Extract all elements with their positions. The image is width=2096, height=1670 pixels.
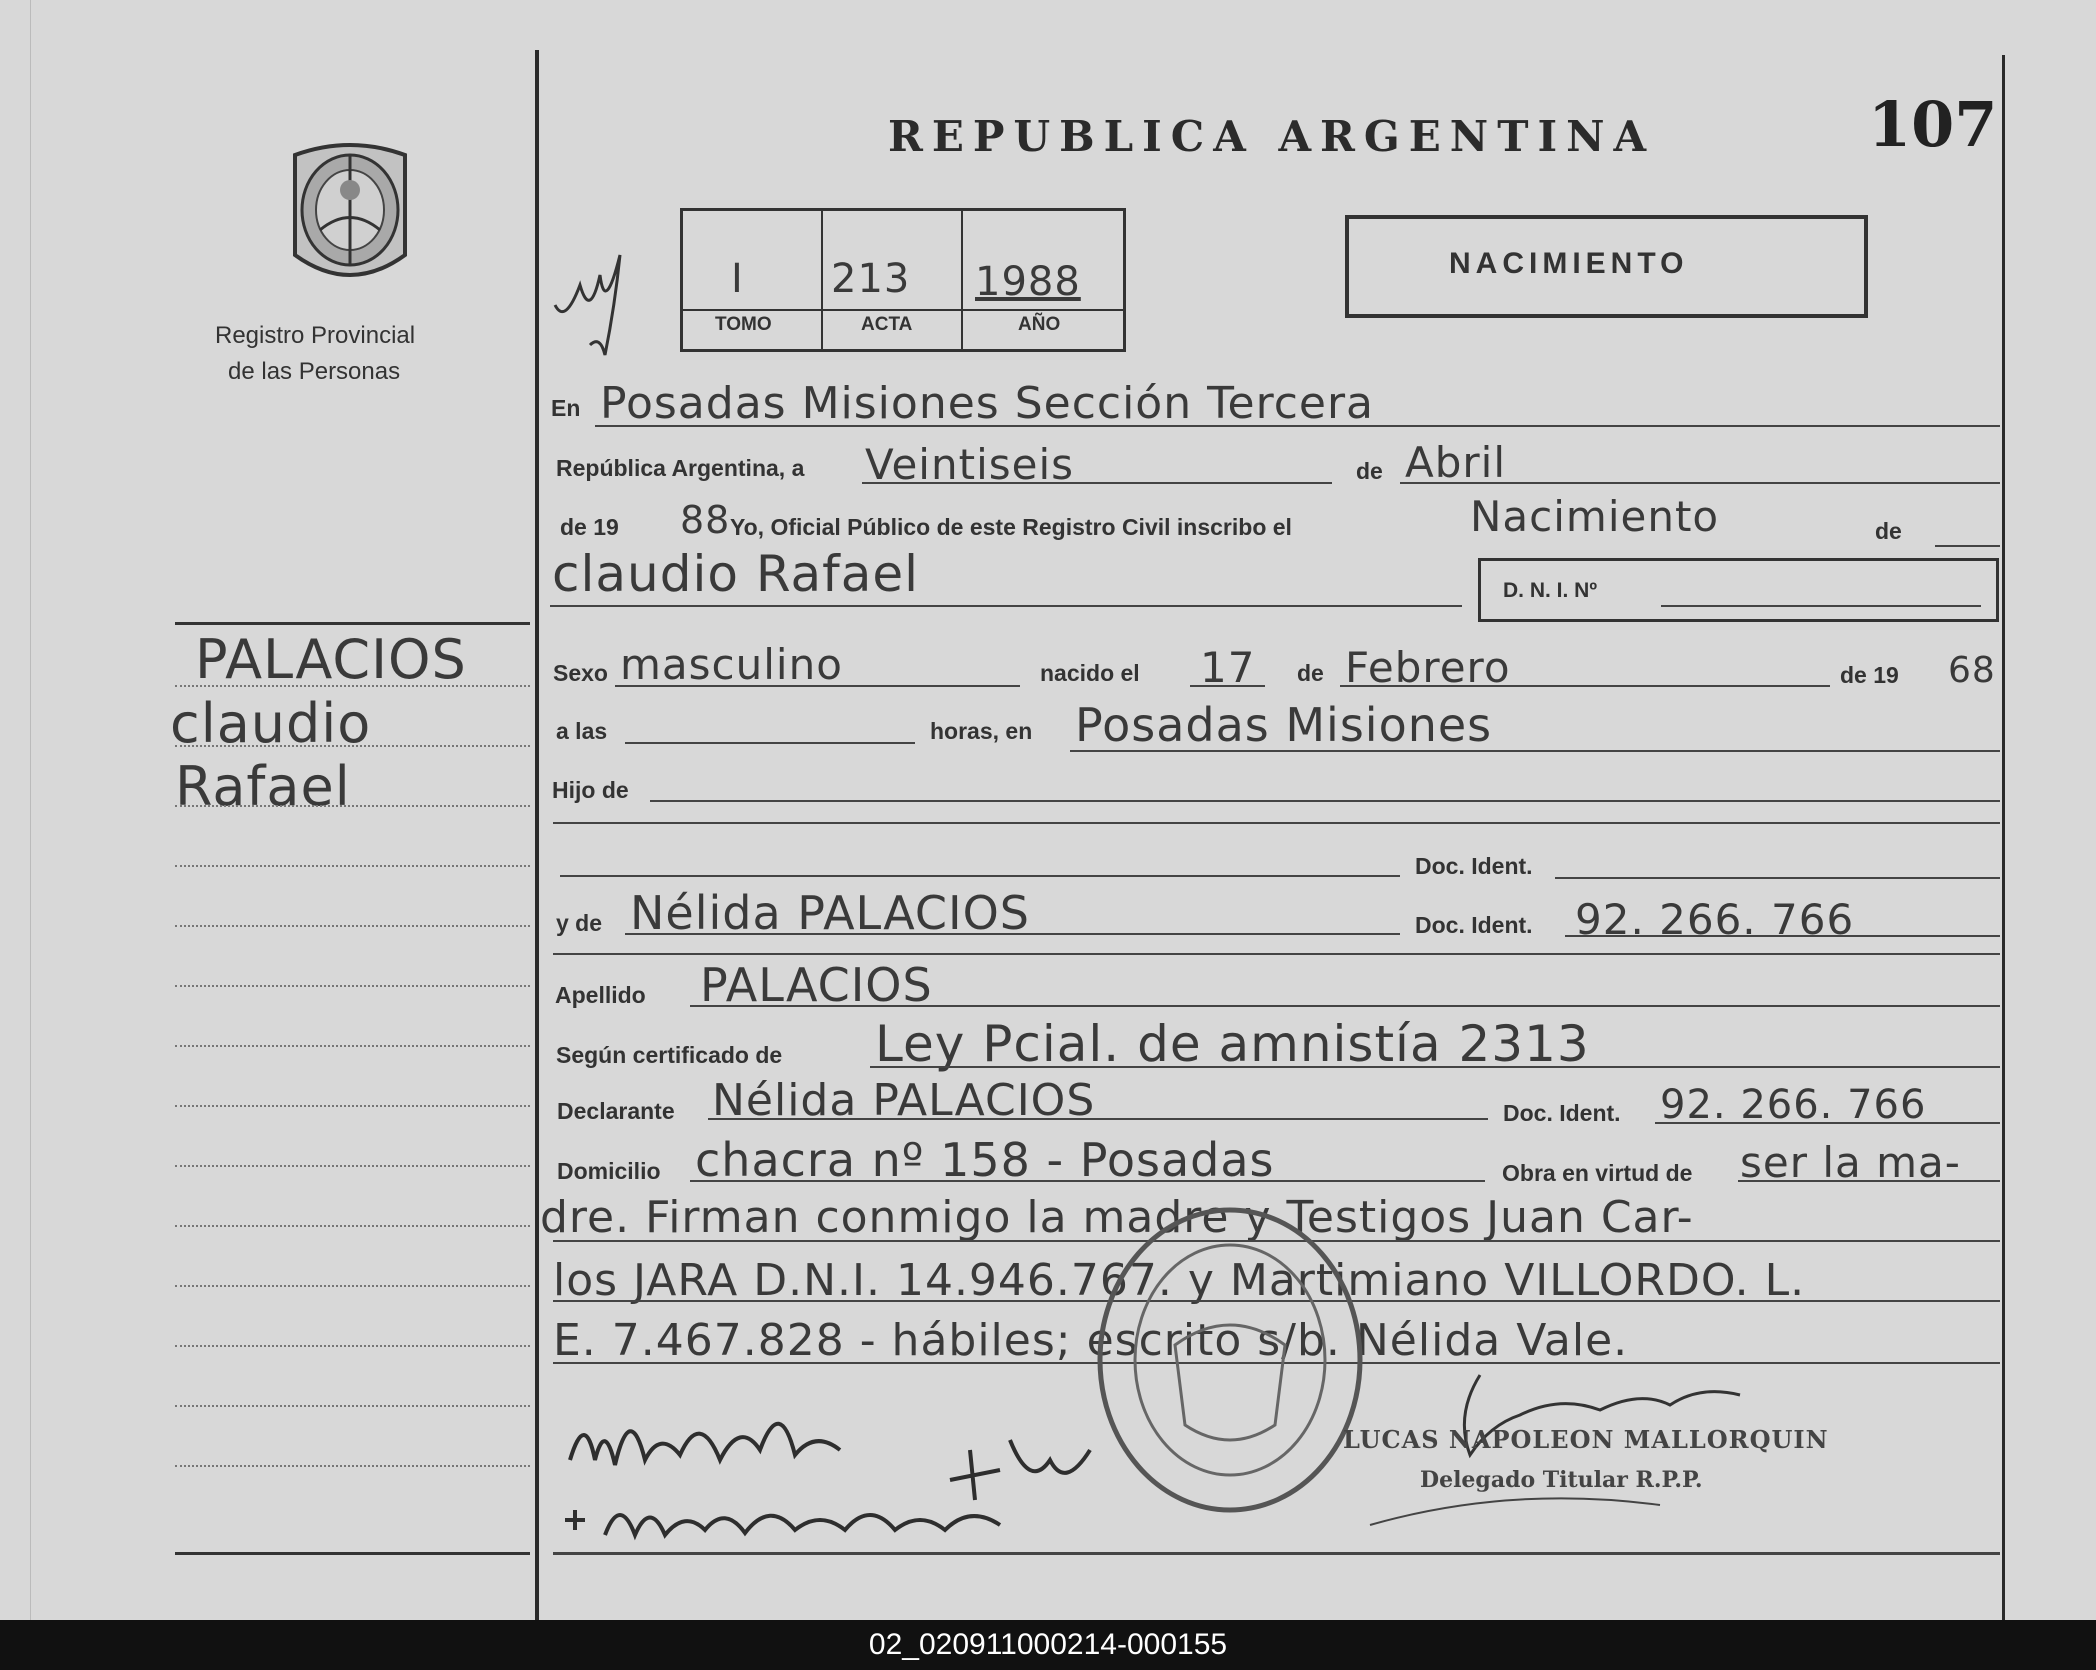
sexo-line xyxy=(615,685,1020,687)
official-seal-stamp xyxy=(1085,1195,1375,1525)
de-label-2: de xyxy=(1875,518,1902,544)
mother-line xyxy=(625,933,1400,935)
margin-line xyxy=(175,1045,530,1047)
margin-line xyxy=(175,1345,530,1347)
oficial-text: Yo, Oficial Público de este Registro Civil inscribo el xyxy=(730,514,1292,540)
sexo-value: masculino xyxy=(620,640,843,689)
apellido-label: Apellido xyxy=(555,982,646,1008)
month-line xyxy=(1400,482,2000,484)
child-name-line xyxy=(550,605,1462,607)
domicilio-label: Domicilio xyxy=(557,1158,661,1184)
declarant-signature xyxy=(560,1390,900,1500)
mother-doc-label: Doc. Ident. xyxy=(1415,912,1533,938)
mother-rule xyxy=(553,953,2000,955)
margin-top-rule xyxy=(175,622,530,625)
year-suffix: 88 xyxy=(680,498,731,542)
birth-year-prefix: de 19 xyxy=(1840,662,1899,688)
obra-line xyxy=(1738,1180,2000,1182)
declarante-label: Declarante xyxy=(557,1098,675,1124)
margin-line xyxy=(175,1405,530,1407)
mother-doc-value: 92. 266. 766 xyxy=(1575,895,1855,944)
tomo-label: TOMO xyxy=(715,314,772,335)
time-line xyxy=(625,742,915,744)
obra-label: Obra en virtud de xyxy=(1502,1160,1693,1186)
margin-second-name: Rafael xyxy=(175,755,351,818)
initials-signature xyxy=(545,245,645,365)
margin-line xyxy=(175,805,530,807)
place-value: Posadas Misiones Sección Tercera xyxy=(600,378,1375,429)
declarante-doc-label: Doc. Ident. xyxy=(1503,1100,1621,1126)
official-name-stamp: LUCAS NAPOLEON MALLORQUIN xyxy=(1343,1425,1829,1454)
remarks-line-1: dre. Firman conmigo la madre y Testigos Juan Car- xyxy=(540,1192,1694,1243)
father-doc-label: Doc. Ident. xyxy=(1415,853,1533,879)
declarante-doc-line xyxy=(1655,1122,2000,1124)
horas-label: horas, en xyxy=(930,718,1033,744)
dni-box xyxy=(1478,558,1999,622)
ano-label: AÑO xyxy=(1018,314,1061,335)
hijo-label: Hijo de xyxy=(552,777,629,803)
margin-line xyxy=(175,685,530,687)
margin-line xyxy=(175,1225,530,1227)
mother-name: Nélida PALACIOS xyxy=(630,886,1030,940)
domicilio-value: chacra nº 158 - Posadas xyxy=(695,1133,1275,1187)
sexo-label: Sexo xyxy=(553,660,608,686)
margin-line xyxy=(175,985,530,987)
obra-value: ser la ma- xyxy=(1740,1138,1961,1187)
segun-label: Según certificado de xyxy=(556,1042,783,1068)
birth-place: Posadas Misiones xyxy=(1075,698,1493,752)
margin-line xyxy=(175,1285,530,1287)
birth-month: Febrero xyxy=(1345,643,1511,692)
father-doc-line xyxy=(1555,877,2000,879)
domicilio-line xyxy=(690,1180,1485,1182)
en-label: En xyxy=(551,395,581,421)
document-title: REPUBLICA ARGENTINA xyxy=(888,112,1656,161)
margin-line xyxy=(175,1165,530,1167)
a-las-label: a las xyxy=(556,718,608,744)
page-number: 107 xyxy=(1868,88,1998,161)
margin-line xyxy=(175,1465,530,1467)
republica-label: República Argentina, a xyxy=(556,455,805,481)
act-written: Nacimiento xyxy=(1470,492,1720,541)
registry-name-line1: Registro Provincial xyxy=(215,322,416,349)
right-border xyxy=(2002,55,2005,1620)
dni-label: D. N. I. Nº xyxy=(1503,579,1598,602)
remarks-line-2: los JARA D.N.I. 14.946.767. y Martimiano VILLORDO. L. xyxy=(553,1255,1806,1306)
certificado-line xyxy=(870,1066,2000,1068)
declarante-line xyxy=(708,1118,1488,1120)
margin-line xyxy=(175,865,530,867)
declarante-value: Nélida PALACIOS xyxy=(712,1075,1096,1126)
father-line-2 xyxy=(553,822,2000,824)
witness-signature xyxy=(560,1485,1040,1555)
place-line xyxy=(595,425,2000,427)
de-line xyxy=(1935,545,2000,547)
certificado-value: Ley Pcial. de amnistía 2313 xyxy=(875,1015,1590,1073)
birth-month-line xyxy=(1340,685,1830,687)
birth-place-line xyxy=(1070,750,2000,752)
registry-name-line2: de las Personas xyxy=(228,358,401,385)
y-de-label: y de xyxy=(556,910,603,936)
apellido-value: PALACIOS xyxy=(700,958,933,1012)
margin-bottom-rule xyxy=(175,1552,530,1555)
coat-of-arms-icon xyxy=(275,135,425,295)
act-type-box xyxy=(1345,215,1868,318)
left-column-divider xyxy=(535,50,539,1620)
remarks-line-3: E. 7.467.828 - hábiles; escrito s/b. Nélida Vale. xyxy=(553,1315,1629,1366)
day-line xyxy=(862,482,1332,484)
de-label-3: de xyxy=(1297,660,1324,686)
document-id-footer: 02_020911000214-000155 xyxy=(0,1620,2096,1670)
acta-value: 213 xyxy=(831,256,911,302)
nacido-label: nacido el xyxy=(1040,660,1140,686)
acta-label: ACTA xyxy=(861,314,913,335)
birth-day: 17 xyxy=(1200,643,1256,692)
margin-line xyxy=(175,1105,530,1107)
margin-first-name: claudio xyxy=(170,692,372,755)
record-box xyxy=(680,208,1126,352)
de-label: de xyxy=(1356,458,1383,484)
child-name: claudio Rafael xyxy=(552,545,920,603)
father-line xyxy=(650,800,2000,802)
dni-line xyxy=(1661,605,1981,607)
father-doc-line-left xyxy=(560,875,1400,877)
margin-line xyxy=(175,745,530,747)
official-title-stamp: Delegado Titular R.P.P. xyxy=(1420,1467,1703,1493)
month-value: Abril xyxy=(1405,438,1506,487)
margin-line xyxy=(175,925,530,927)
mother-doc-line xyxy=(1565,935,2000,937)
year-prefix: de 19 xyxy=(560,514,619,540)
margin-surname: PALACIOS xyxy=(195,628,467,691)
birth-day-line xyxy=(1190,685,1265,687)
left-edge xyxy=(30,0,31,1620)
apellido-line xyxy=(690,1005,2000,1007)
birth-year-suffix: 68 xyxy=(1948,650,1996,691)
act-type-label: NACIMIENTO xyxy=(1449,247,1689,280)
declarante-doc-value: 92. 266. 766 xyxy=(1660,1082,1927,1128)
day-value: Veintiseis xyxy=(865,440,1075,489)
tomo-value: I xyxy=(731,256,744,302)
ano-value: 1988 xyxy=(975,259,1081,305)
